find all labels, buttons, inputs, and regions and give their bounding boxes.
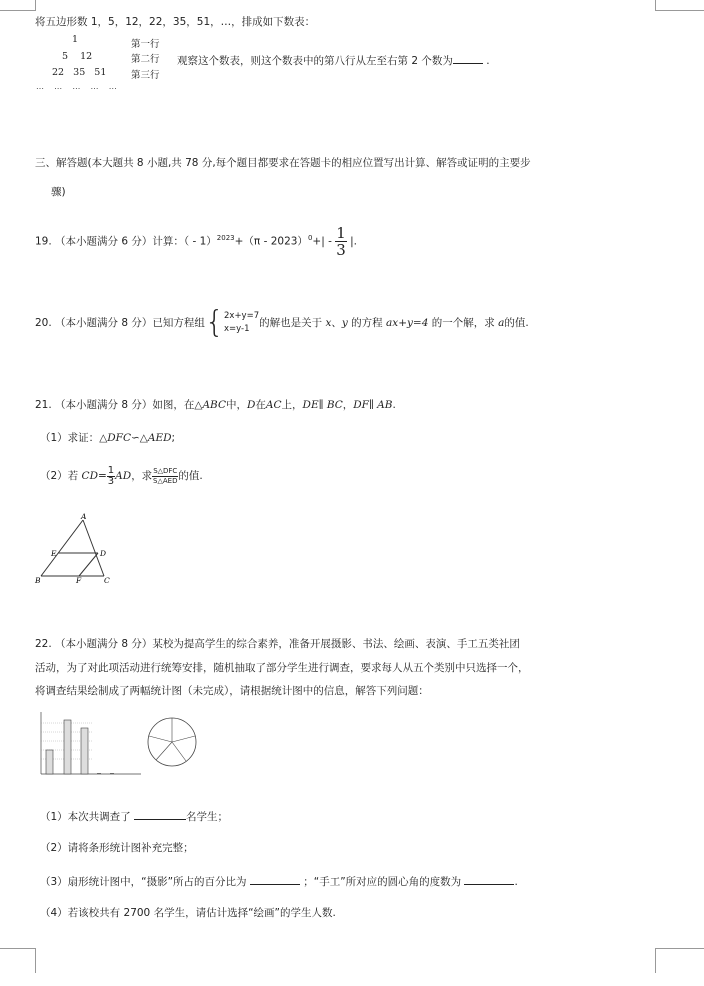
label-d: D <box>100 549 107 558</box>
q22-sub3-blank-1[interactable] <box>250 873 300 885</box>
q18-row3-label: 第三行 <box>131 70 160 81</box>
bar-1 <box>46 750 53 774</box>
q22-sub3: （3）扇形统计图中，“摄影”所占的百分比为 ；“手工”所对应的圆心角的度数为 . <box>40 873 518 889</box>
segment-df <box>79 553 98 576</box>
crop-mark-bottom-right <box>655 948 704 973</box>
q22-sub1-blank[interactable] <box>134 808 186 820</box>
crop-mark-top-left <box>0 0 36 11</box>
bar-2 <box>64 720 71 774</box>
q18-dots: … … … … … <box>36 82 117 91</box>
q21-triangle-figure <box>33 512 123 588</box>
q22-line2: 活动，为了对此项活动进行统筹安排，随机抽取了部分学生进行调查，要求每人从五个类别中只选择一个， <box>35 662 529 674</box>
side-ab <box>41 520 83 576</box>
label-e: E <box>51 549 57 558</box>
label-a: A <box>81 512 87 521</box>
crop-mark-top-right <box>655 0 704 11</box>
q21-stem: 21. （本小题满分 8 分）如图，在△ABC中，D在AC上，DE∥ BC，DF∥ AB. <box>35 399 396 411</box>
q18-row1-label: 第一行 <box>131 39 160 50</box>
section3-heading-line2: 骤) <box>51 186 66 198</box>
q22-pie-chart-thumbnail <box>142 714 204 782</box>
q18-intro: 将五边形数 1，5，12，22，35，51，…，排成如下数表： <box>35 16 316 28</box>
q19-expression: 19. （本小题满分 6 分）计算：（ - 1）$^{2023}$+（π - 2023）$^0$+| - $\frac{1}{3}$ |. <box>35 224 357 259</box>
section3-heading-line1: 三、解答题(本大题共 8 小题,共 78 分,每个题目都要求在答题卡的相应位置写出计算、解答或证明的主要步 <box>35 157 531 169</box>
label-b: B <box>35 576 41 585</box>
q18-answer-blank[interactable] <box>453 52 483 64</box>
label-f: F <box>76 576 82 585</box>
bar-3 <box>81 728 88 774</box>
q18-row2-numbers: 5 12 <box>62 51 93 62</box>
q18-row2-label: 第二行 <box>131 54 160 65</box>
q20-statement: 20. （本小题满分 8 分）已知方程组{ 2x+y=7 x=y-1 的解也是关于 x、y 的方程 ax+y=4 的一个解，求 a的值. <box>35 305 529 340</box>
q22-sub4: （4）若该校共有 2700 名学生，请估计选择“绘画”的学生人数. <box>40 907 336 919</box>
q20-system: 2x+y=7 x=y-1 <box>224 311 260 334</box>
q18-row1-numbers: 1 <box>72 34 79 45</box>
crop-mark-bottom-left <box>0 948 36 973</box>
q22-line1: 22. （本小题满分 8 分）某校为提高学生的综合素养，准备开展摄影、书法、绘画、表演、手工五类社团 <box>35 638 520 650</box>
q20-brace: { <box>204 305 224 340</box>
q21-part1: （1）求证：△DFC∽△AED; <box>40 432 176 444</box>
q22-sub2: （2）请将条形统计图补充完整； <box>40 842 194 854</box>
q22-line3: 将调查结果绘制成了两幅统计图（未完成），请根据统计图中的信息，解答下列问题： <box>35 685 429 697</box>
q21-part2: （2）若 CD= $\frac{1}{3}$ AD，求 $\frac{\text{S△DFC}}{\text{S△AED}}$ 的值. <box>40 464 203 487</box>
q22-sub1: （1）本次共调查了 名学生； <box>40 808 228 824</box>
q18-row3-numbers: 22 35 51 <box>52 67 107 78</box>
q22-bar-chart-thumbnail <box>33 708 148 788</box>
q19-fraction: $\frac{1}{3}$ <box>336 224 346 259</box>
q18-question: 观察这个数表，则这个数表中的第八行从左至右第 2 个数为 . <box>177 52 490 68</box>
q22-sub3-blank-2[interactable] <box>464 873 514 885</box>
label-c: C <box>104 576 110 585</box>
